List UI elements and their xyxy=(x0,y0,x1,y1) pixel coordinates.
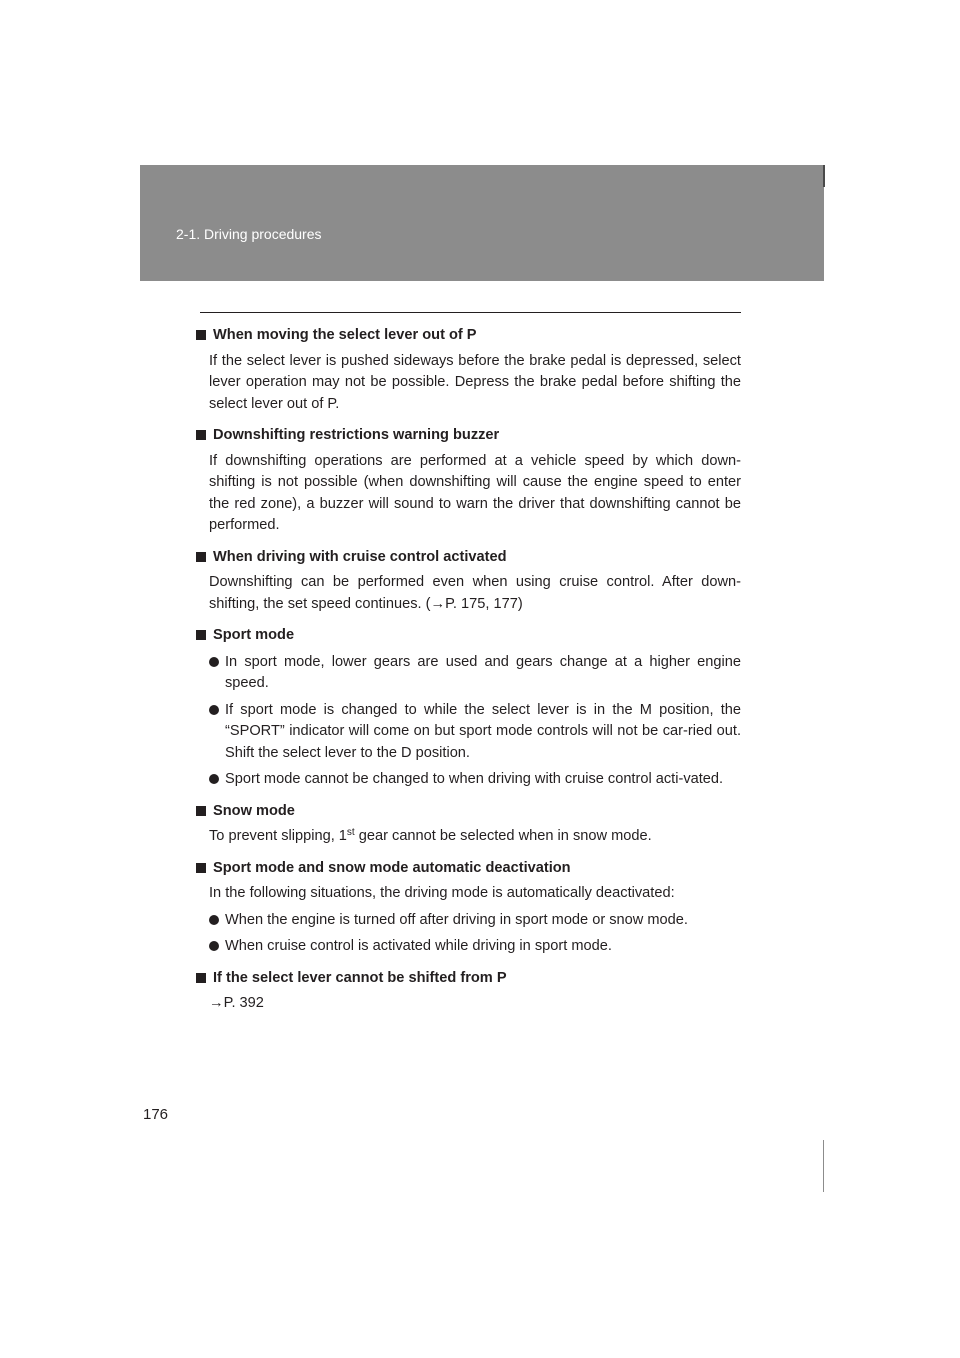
list-item xyxy=(196,700,741,765)
section-body: Downshifting can be performed even when using cruise control. After down-shifting, the set speed continues. (→P. 175, 177) xyxy=(209,574,741,612)
list-item xyxy=(196,910,741,932)
section-title: 2-1. Driving procedures xyxy=(176,226,322,242)
crop-mark-bottom xyxy=(823,1140,824,1192)
section-heading: When driving with cruise control activated xyxy=(213,548,507,565)
section-cruise-control xyxy=(196,547,741,616)
round-bullet-icon xyxy=(209,941,219,951)
list-item-text: Sport mode cannot be changed to when driving with cruise control acti-vated. xyxy=(225,771,724,787)
section-heading: When moving the select lever out of P xyxy=(213,327,477,343)
square-bullet-icon xyxy=(196,863,206,873)
section-body: If the select lever is pushed sideways before the brake pedal is depressed, select lever operation may not be possible. Depress the brake pedal before shifting the select lever out of P. xyxy=(209,352,741,412)
round-bullet-icon xyxy=(209,705,219,715)
section-body: In the following situations, the driving mode is automatically deactivated: xyxy=(209,885,675,901)
square-bullet-icon xyxy=(196,430,206,440)
square-bullet-icon xyxy=(196,630,206,640)
section-select-lever-out-of-p xyxy=(196,325,741,415)
list-item xyxy=(196,769,741,791)
section-heading: Sport mode xyxy=(213,627,295,643)
list-item-text: When cruise control is activated while driving in sport mode. xyxy=(225,938,612,954)
section-sport-mode xyxy=(196,625,741,791)
page-number: 176 xyxy=(143,1106,169,1123)
square-bullet-icon xyxy=(196,552,206,562)
section-heading: Sport mode and snow mode automatic deactivation xyxy=(213,859,571,876)
section-automatic-deactivation xyxy=(196,858,741,958)
section-body: To prevent slipping, 1st gear cannot be selected when in snow mode. xyxy=(209,827,652,844)
page-content xyxy=(196,325,741,1025)
crop-mark-top xyxy=(823,165,825,187)
list-item-text: In sport mode, lower gears are used and gears change at a higher engine speed. xyxy=(225,653,741,691)
list-item xyxy=(196,936,741,958)
square-bullet-icon xyxy=(196,973,206,983)
round-bullet-icon xyxy=(209,915,219,925)
page-reference: →P. 392 xyxy=(209,995,264,1011)
square-bullet-icon xyxy=(196,806,206,816)
square-bullet-icon xyxy=(196,330,206,340)
section-heading: If the select lever cannot be shifted from P xyxy=(213,969,507,986)
list-item-text: If sport mode is changed to while the select lever is in the M position, the “SPORT” indicator will come on but sport mode controls will not be car-ried out. Shift the select lever to the D position. xyxy=(225,701,741,761)
list-item xyxy=(196,652,741,695)
section-heading: Snow mode xyxy=(213,802,295,819)
round-bullet-icon xyxy=(209,657,219,667)
section-body: If downshifting operations are performed at a vehicle speed by which down-shifting is not possible (when downshifting will cause the engine speed to enter the red zone), a buzzer will sound to warn the driver that downshifting cannot be performed. xyxy=(209,452,741,533)
section-lever-cannot-shift xyxy=(196,968,741,1015)
list-item-text: When the engine is turned off after driving in sport mode or snow mode. xyxy=(225,911,688,928)
section-heading: Downshifting restrictions warning buzzer xyxy=(213,427,500,443)
section-snow-mode xyxy=(196,801,741,848)
section-downshifting-buzzer xyxy=(196,425,741,537)
top-rule xyxy=(200,312,741,313)
round-bullet-icon xyxy=(209,774,219,784)
chapter-header-band xyxy=(140,165,824,281)
